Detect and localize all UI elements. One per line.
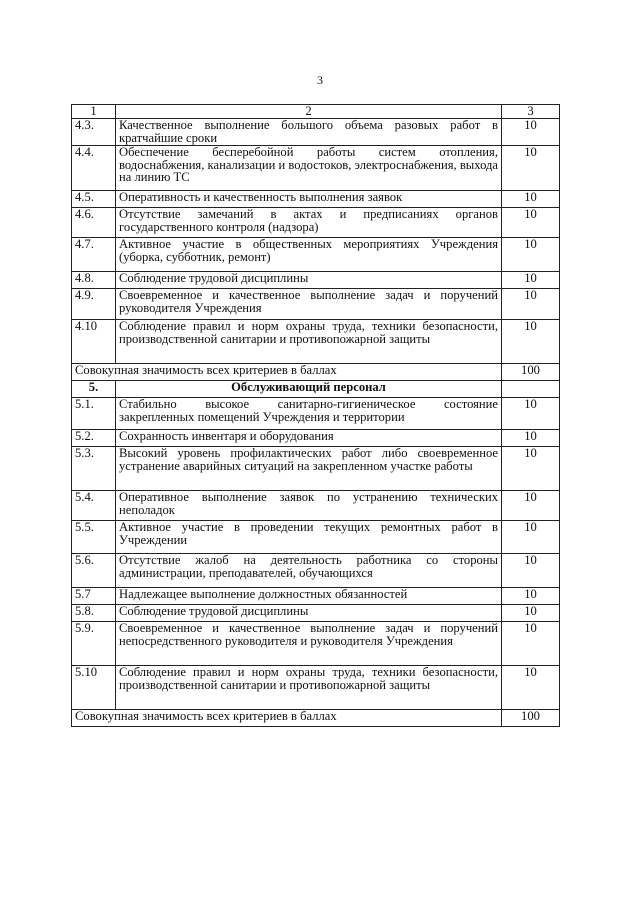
- table-row: [72, 146, 560, 191]
- section-header-row: [72, 381, 560, 398]
- table-row: [72, 447, 560, 491]
- row-number: 4.8.: [72, 272, 116, 289]
- row-points: 10: [502, 320, 560, 364]
- table-row: [72, 521, 560, 554]
- row-text: Отсутствие замечаний в актах и предписаниях органов государственного контроля (надзора): [116, 208, 502, 238]
- row-number: 5.3.: [72, 447, 116, 491]
- row-points: 10: [502, 238, 560, 272]
- table-row: [72, 622, 560, 666]
- row-text: Активное участие в проведении текущих ремонтных работ в Учреждении: [116, 521, 502, 554]
- total-row: [72, 710, 560, 727]
- row-text: Соблюдение трудовой дисциплины: [116, 605, 502, 622]
- row-points: 10: [502, 521, 560, 554]
- row-number: 5.2.: [72, 430, 116, 447]
- row-number: 4.7.: [72, 238, 116, 272]
- row-text: Качественное выполнение большого объема разовых работ в кратчайшие сроки: [116, 119, 502, 146]
- row-number: 4.10: [72, 320, 116, 364]
- row-text: Стабильно высокое санитарно-гигиеническое состояние закрепленных помещений Учреждения и территории: [116, 398, 502, 430]
- header-col-1: 1: [72, 105, 116, 119]
- header-col-3: 3: [502, 105, 560, 119]
- table-row: [72, 191, 560, 208]
- table-row: [72, 491, 560, 521]
- table-row: [72, 272, 560, 289]
- row-number: 5.4.: [72, 491, 116, 521]
- row-number: 5.7: [72, 588, 116, 605]
- row-points: 10: [502, 430, 560, 447]
- row-text: Соблюдение правил и норм охраны труда, техники безопасности, производственной санитарии и противопожарной защиты: [116, 666, 502, 710]
- table-row: [72, 208, 560, 238]
- row-points: 10: [502, 554, 560, 588]
- row-number: 5.6.: [72, 554, 116, 588]
- row-text: Обеспечение бесперебойной работы систем отопления, водоснабжения, канализации и водостоков, электроснабжения, выхода на линию ТС: [116, 146, 502, 191]
- row-text: Соблюдение правил и норм охраны труда, техники безопасности, производственной санитарии и противопожарной защиты: [116, 320, 502, 364]
- total-row: [72, 364, 560, 381]
- section-points-empty: [502, 381, 560, 398]
- row-number: 4.4.: [72, 146, 116, 191]
- row-points: 10: [502, 146, 560, 191]
- row-points: 10: [502, 666, 560, 710]
- row-text: Оперативность и качественность выполнения заявок: [116, 191, 502, 208]
- criteria-table: [71, 104, 560, 727]
- table-row: [72, 430, 560, 447]
- row-number: 5.8.: [72, 605, 116, 622]
- table-row: [72, 289, 560, 320]
- table-row: [72, 238, 560, 272]
- row-points: 10: [502, 491, 560, 521]
- page-number: 3: [317, 73, 323, 87]
- row-number: 4.6.: [72, 208, 116, 238]
- table-row: [72, 588, 560, 605]
- section-title: Обслуживающий персонал: [116, 381, 502, 398]
- row-points: 10: [502, 605, 560, 622]
- row-number: 5.9.: [72, 622, 116, 666]
- row-points: 10: [502, 398, 560, 430]
- row-points: 10: [502, 191, 560, 208]
- row-text: Высокий уровень профилактических работ либо своевременное устранение аварийных ситуаций на закрепленном участке работы: [116, 447, 502, 491]
- row-text: Надлежащее выполнение должностных обязанностей: [116, 588, 502, 605]
- table-row: [72, 398, 560, 430]
- row-text: Своевременное и качественное выполнение задач и поручений руководителя Учреждения: [116, 289, 502, 320]
- table-header-row: [72, 105, 560, 119]
- row-text: Активное участие в общественных мероприятиях Учреждения (уборка, субботник, ремонт): [116, 238, 502, 272]
- table-row: [72, 554, 560, 588]
- total-points: 100: [502, 364, 560, 381]
- row-number: 4.9.: [72, 289, 116, 320]
- table-row: [72, 119, 560, 146]
- row-number: 5.10: [72, 666, 116, 710]
- row-number: 5.5.: [72, 521, 116, 554]
- row-points: 10: [502, 208, 560, 238]
- row-number: 5.1.: [72, 398, 116, 430]
- table-row: [72, 605, 560, 622]
- row-points: 10: [502, 622, 560, 666]
- section-number: 5.: [72, 381, 116, 398]
- total-points: 100: [502, 710, 560, 727]
- row-number: 4.3.: [72, 119, 116, 146]
- row-points: 10: [502, 447, 560, 491]
- row-points: 10: [502, 289, 560, 320]
- row-points: 10: [502, 588, 560, 605]
- header-col-2: 2: [116, 105, 502, 119]
- row-points: 10: [502, 119, 560, 146]
- row-text: Оперативное выполнение заявок по устранению технических неполадок: [116, 491, 502, 521]
- row-text: Сохранность инвентаря и оборудования: [116, 430, 502, 447]
- row-text: Своевременное и качественное выполнение задач и поручений непосредственного руководителя и руководителя Учреждения: [116, 622, 502, 666]
- table-row: [72, 320, 560, 364]
- row-text: Отсутствие жалоб на деятельность работника со стороны администрации, преподавателей, обучающихся: [116, 554, 502, 588]
- total-label: Совокупная значимость всех критериев в баллах: [72, 710, 502, 727]
- row-points: 10: [502, 272, 560, 289]
- table-row: [72, 666, 560, 710]
- row-text: Соблюдение трудовой дисциплины: [116, 272, 502, 289]
- total-label: Совокупная значимость всех критериев в баллах: [72, 364, 502, 381]
- row-number: 4.5.: [72, 191, 116, 208]
